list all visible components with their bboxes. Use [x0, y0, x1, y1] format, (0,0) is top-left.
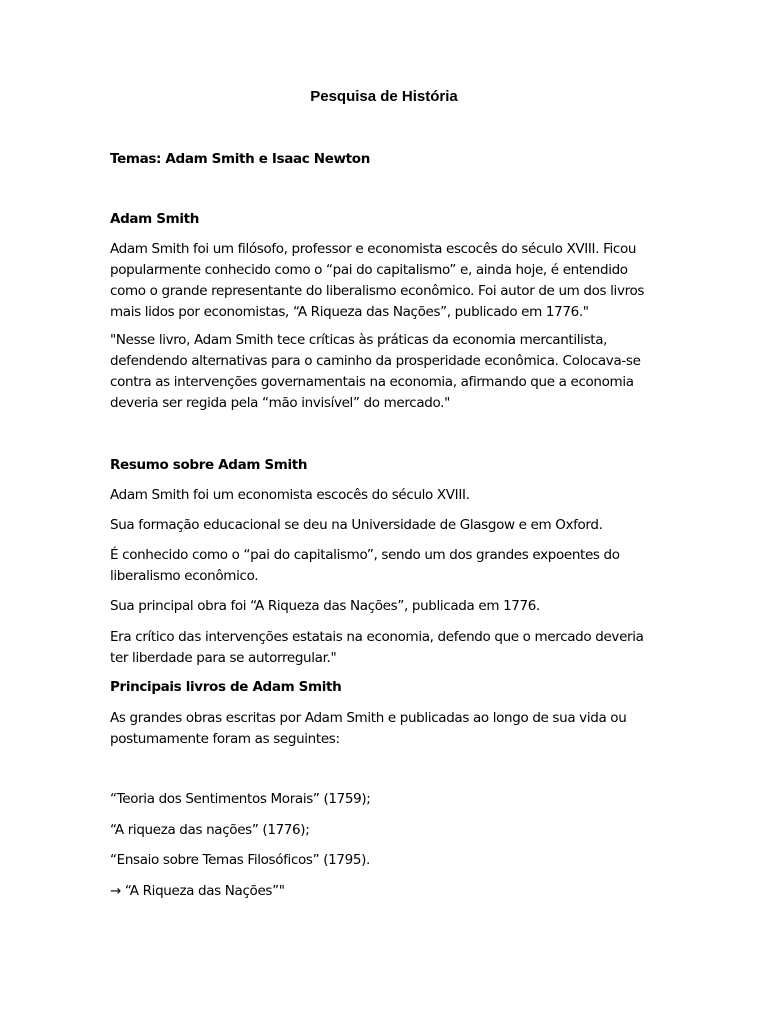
resumo-item: Era crítico das intervenções estatais na economia, defendo que o mercado deveria ter liberdade para se autorregular." — [110, 629, 644, 666]
section-heading-livros: Principais livros de Adam Smith — [110, 679, 342, 695]
paragraph-biography: Adam Smith foi um filósofo, professor e economista escocês do século XVIII. Ficou popularmente conhecido como o “pai do capitalismo” e, ainda hoje, é entendido como o grande representante do liberalismo econômico. Foi autor de um dos livros mais lidos por economistas, “A Riqueza das Nações”, publicado em 1776." — [110, 241, 645, 320]
section-heading-resumo: Resumo sobre Adam Smith — [110, 457, 308, 473]
livro-item: “Teoria dos Sentimentos Morais” (1759); — [110, 791, 371, 807]
resumo-item: Sua formação educacional se deu na Universidade de Glasgow e em Oxford. — [110, 517, 603, 533]
section-heading-adam-smith: Adam Smith — [110, 211, 199, 227]
arrow-line: → “A Riqueza das Nações”" — [110, 883, 285, 899]
paragraph-livro: "Nesse livro, Adam Smith tece críticas às práticas da economia mercantilista, defendendo alternativas para o caminho da prosperidade econômica. Colocava-se contra as intervenções governamentais na economia, afirmando que a economia deveria ser regida pela “mão invisível” do mercado." — [110, 332, 641, 411]
livro-item: “A riqueza das nações” (1776); — [110, 822, 310, 838]
document-title: Pesquisa de História — [310, 88, 458, 105]
resumo-item: Adam Smith foi um economista escocês do século XVIII. — [110, 487, 470, 503]
resumo-item: É conhecido como o “pai do capitalismo”, sendo um dos grandes expoentes do liberalismo econômico. — [110, 547, 620, 584]
livro-item: “Ensaio sobre Temas Filosóficos” (1795). — [110, 852, 370, 868]
resumo-item: Sua principal obra foi “A Riqueza das Nações”, publicada em 1776. — [110, 598, 540, 614]
livros-intro: As grandes obras escritas por Adam Smith e publicadas ao longo de sua vida ou postumamente foram as seguintes: — [110, 710, 627, 747]
temas-line: Temas: Adam Smith e Isaac Newton — [110, 151, 370, 167]
